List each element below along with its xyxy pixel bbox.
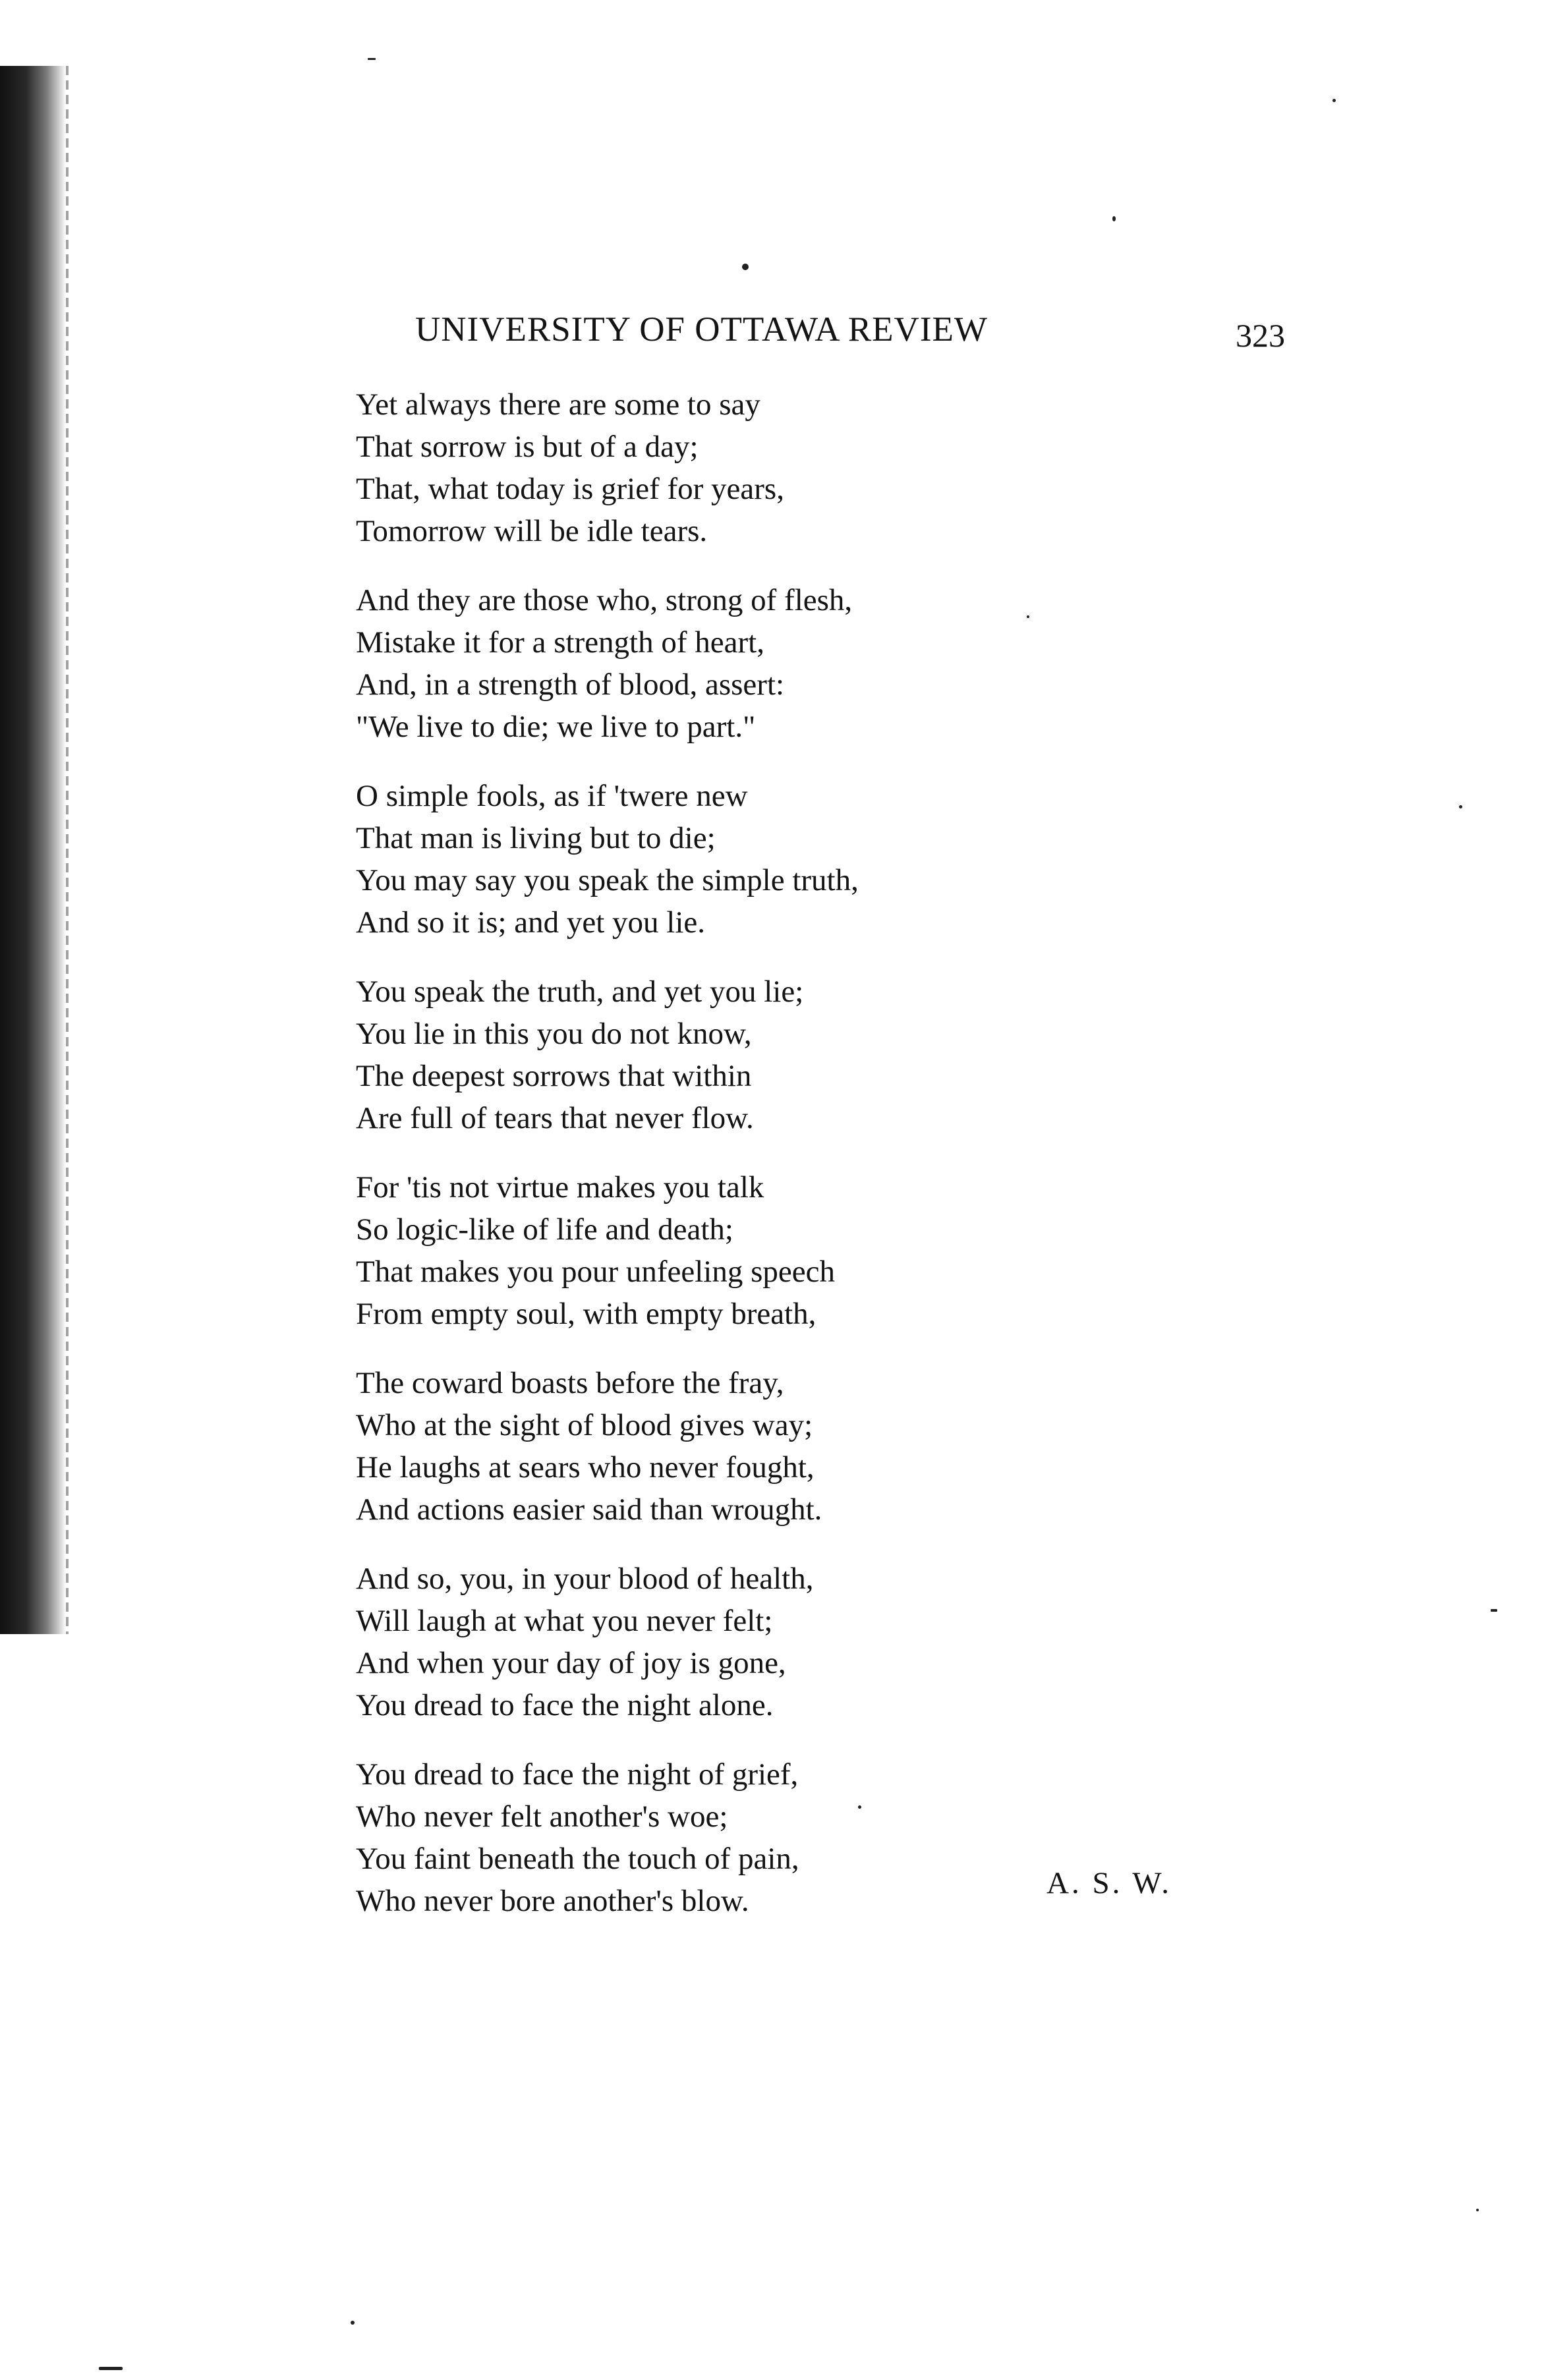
scan-binding-edge: [0, 66, 66, 1634]
poem-line: From empty soul, with empty breath,: [356, 1297, 816, 1331]
poem-line: That sorrow is but of a day;: [356, 430, 699, 464]
stanza: [356, 775, 1278, 944]
poem-line: Who never felt another's woe;: [356, 1799, 728, 1834]
stanza: [356, 1362, 1278, 1531]
poem-line: And actions easier said than wrought.: [356, 1492, 822, 1527]
author-signature: A. S. W.: [1046, 1866, 1172, 1900]
poem-line: That makes you pour unfeeling speech: [356, 1255, 835, 1289]
scan-speck: [99, 2367, 123, 2370]
poem-line: You lie in this you do not know,: [356, 1017, 752, 1051]
poem-line: You dread to face the night alone.: [356, 1688, 774, 1722]
stanza: [356, 383, 1278, 552]
poem-line: Will laugh at what you never felt;: [356, 1604, 773, 1638]
poem-line: You faint beneath the touch of pain,: [356, 1842, 799, 1876]
stanza: [356, 971, 1278, 1139]
scan-speck: [351, 2321, 355, 2325]
poem-line: And they are those who, strong of flesh,: [356, 583, 853, 617]
poem-line: Who at the sight of blood gives way;: [356, 1408, 813, 1442]
poem-line: The deepest sorrows that within: [356, 1059, 752, 1093]
poem-line: Who never bore another's blow.: [356, 1884, 749, 1918]
stanza: [356, 579, 1278, 748]
poem-line: So logic-like of life and death;: [356, 1212, 733, 1247]
poem: [356, 383, 1278, 1949]
running-head: [415, 310, 1285, 356]
stanza: [356, 1166, 1278, 1335]
poem-line: The coward boasts before the fray,: [356, 1366, 784, 1400]
scan-speck: [1332, 99, 1336, 102]
poem-line: "We live to die; we live to part.": [356, 710, 756, 744]
poem-line: You dread to face the night of grief,: [356, 1757, 799, 1792]
poem-line: O simple fools, as if 'twere new: [356, 779, 748, 813]
poem-line: Are full of tears that never flow.: [356, 1101, 754, 1135]
poem-line: That man is living but to die;: [356, 821, 716, 855]
poem-line: And, in a strength of blood, assert:: [356, 667, 785, 702]
poem-line: Mistake it for a strength of heart,: [356, 625, 764, 660]
poem-line: And so, you, in your blood of health,: [356, 1562, 814, 1596]
poem-line: You may say you speak the simple truth,: [356, 863, 859, 897]
scan-speck: [368, 58, 376, 60]
page-number: 323: [1236, 317, 1285, 354]
scan-speck: [1476, 2209, 1479, 2211]
poem-line: He laughs at sears who never fought,: [356, 1450, 815, 1485]
poem-line: That, what today is grief for years,: [356, 472, 784, 506]
scan-speck: [1459, 805, 1462, 808]
poem-line: You speak the truth, and yet you lie;: [356, 975, 804, 1009]
poem-line: Yet always there are some to say: [356, 387, 760, 422]
poem-line: For 'tis not virtue makes you talk: [356, 1170, 764, 1204]
poem-line: Tomorrow will be idle tears.: [356, 514, 708, 548]
stanza: [356, 1558, 1278, 1726]
poem-line: And so it is; and yet you lie.: [356, 905, 706, 940]
scan-speck: [742, 264, 749, 270]
scan-speck: [1491, 1609, 1497, 1612]
scan-speck: [1112, 216, 1116, 221]
poem-line: And when your day of joy is gone,: [356, 1646, 786, 1680]
journal-title: UNIVERSITY OF OTTAWA REVIEW: [415, 310, 988, 349]
